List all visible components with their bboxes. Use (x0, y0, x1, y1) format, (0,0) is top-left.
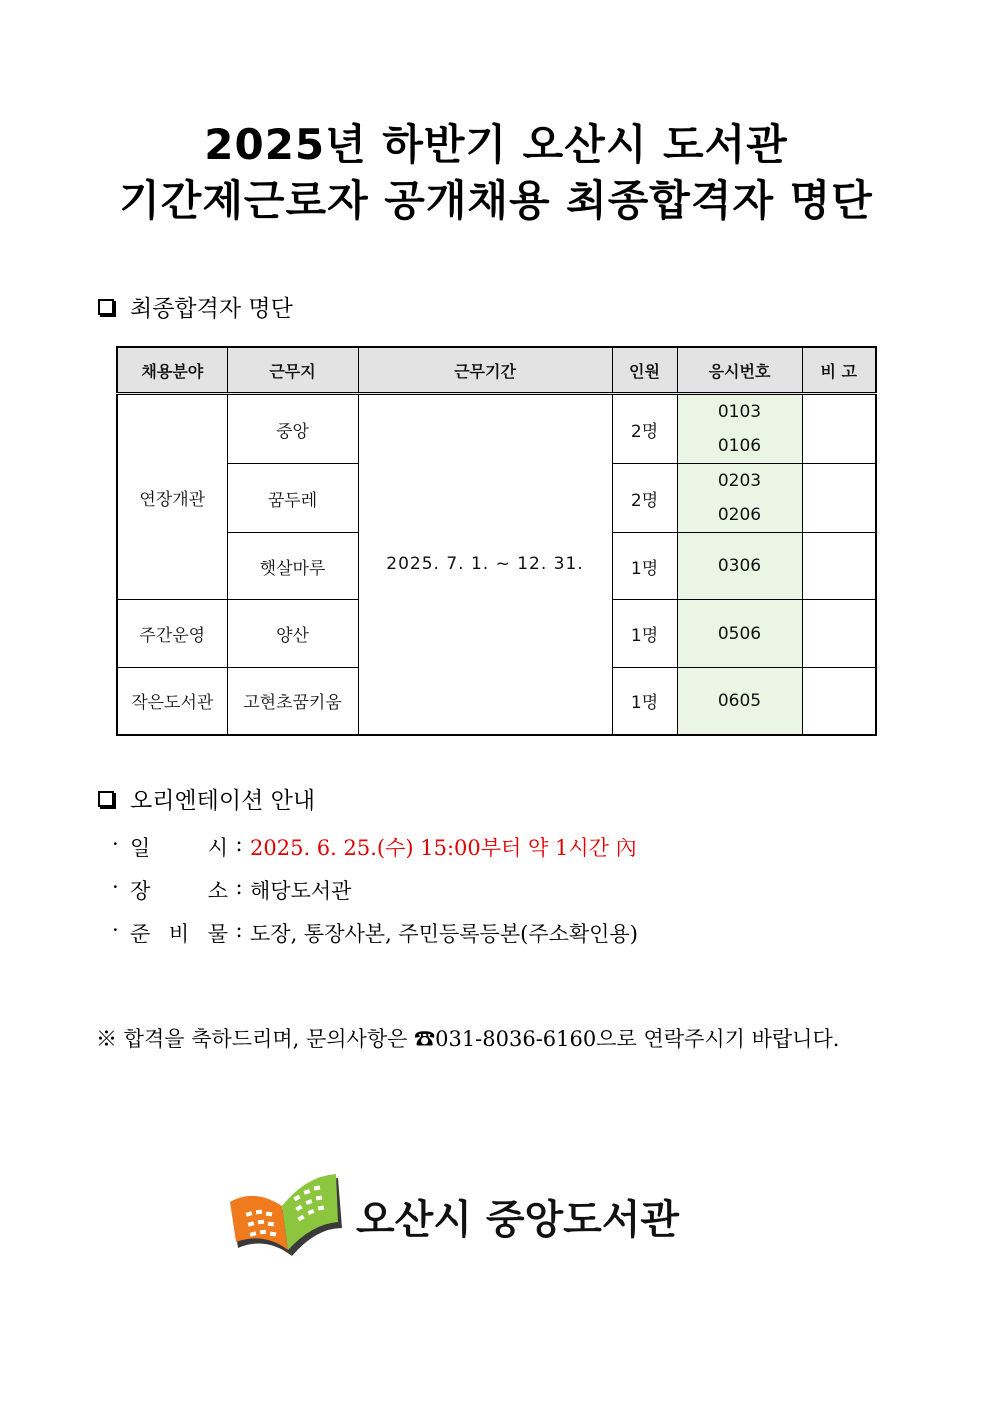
header-place: 근무지 (227, 347, 358, 394)
header-exam-number: 응시번호 (677, 347, 802, 394)
place-cell: 햇살마루 (227, 533, 358, 600)
exam-number: 0206 (717, 505, 762, 525)
exam-number-cell (677, 464, 802, 533)
library-name: 오산시 중앙도서관 (356, 1197, 680, 1243)
label-char: 장 (130, 879, 151, 903)
place-cell: 중앙 (227, 394, 358, 464)
remarks-cell (802, 464, 876, 533)
place-cell: 양산 (227, 600, 358, 668)
page-title-line2: 기간제근로자 공개채용 최종합격자 명단 (119, 176, 873, 225)
remarks-cell (802, 668, 876, 735)
field-cell: 주간운영 (117, 600, 227, 668)
table-header-row (117, 347, 876, 394)
library-logo (226, 1166, 696, 1266)
roster-table (116, 346, 877, 736)
open-book-icon (226, 1166, 346, 1262)
count-cell: 2명 (612, 394, 677, 464)
remarks-cell (802, 533, 876, 600)
count-cell: 1명 (612, 668, 677, 735)
field-cell: 연장개관 (117, 394, 227, 600)
orientation-label (130, 875, 228, 905)
field-cell: 작은도서관 (117, 668, 227, 735)
count-cell: 2명 (612, 464, 677, 533)
count-cell: 1명 (612, 533, 677, 600)
colon: : (235, 832, 243, 856)
bullet: · (112, 832, 119, 856)
label-char: 소 (207, 879, 228, 903)
label-char: 물 (207, 922, 228, 946)
orientation-date-value: 2025. 6. 25.(수) 15:00부터 약 1시간 內 (250, 836, 637, 860)
section-heading-text: 최종합격자 명단 (130, 296, 293, 322)
colon: : (235, 918, 243, 942)
header-field: 채용분야 (117, 347, 227, 394)
exam-number: 0106 (717, 436, 762, 456)
orientation-item-place (112, 875, 351, 905)
exam-number: 0605 (717, 690, 762, 711)
orientation-item-date (112, 832, 637, 862)
label-char: 일 (130, 836, 151, 860)
exam-number: 0103 (717, 402, 762, 422)
header-remarks: 비 고 (802, 347, 876, 394)
exam-number-cell (677, 533, 802, 600)
table-row (117, 394, 876, 464)
section-heading-text: 오리엔테이션 안내 (130, 788, 316, 814)
orientation-item-supplies (112, 918, 638, 948)
label-char: 비 (168, 922, 190, 946)
bullet: · (112, 875, 119, 899)
bullet: · (112, 918, 119, 942)
colon: : (235, 875, 243, 899)
exam-number: 0203 (717, 471, 762, 491)
section-heading-roster (98, 290, 293, 323)
place-cell: 고현초꿈키움 (227, 668, 358, 735)
exam-number-cell (677, 668, 802, 735)
page-title-line1: 2025년 하반기 오산시 도서관 (204, 120, 788, 169)
section-heading-orientation (98, 782, 315, 815)
contact-notice: ※ 합격을 축하드리며, 문의사항은 ☎031-8036-6160으로 연락주시기 바랍니다. (96, 1027, 840, 1051)
exam-number: 0506 (717, 623, 762, 644)
period-cell: 2025. 7. 1. ~ 12. 31. (358, 394, 612, 735)
label-char: 준 (130, 922, 151, 946)
orientation-label (130, 918, 228, 948)
exam-number-cell (677, 600, 802, 668)
exam-number-cell (677, 394, 802, 464)
label-char: 시 (207, 836, 228, 860)
remarks-cell (802, 394, 876, 464)
remarks-cell (802, 600, 876, 668)
orientation-supplies-value: 도장, 통장사본, 주민등록등본(주소확인용) (250, 922, 638, 946)
header-count: 인원 (612, 347, 677, 394)
checkbox-square-icon (98, 299, 114, 315)
orientation-label (130, 832, 228, 862)
header-period: 근무기간 (358, 347, 612, 394)
count-cell: 1명 (612, 600, 677, 668)
orientation-place-value: 해당도서관 (250, 879, 352, 903)
checkbox-square-icon (98, 791, 114, 807)
exam-number: 0306 (717, 556, 762, 576)
place-cell: 꿈두레 (227, 464, 358, 533)
